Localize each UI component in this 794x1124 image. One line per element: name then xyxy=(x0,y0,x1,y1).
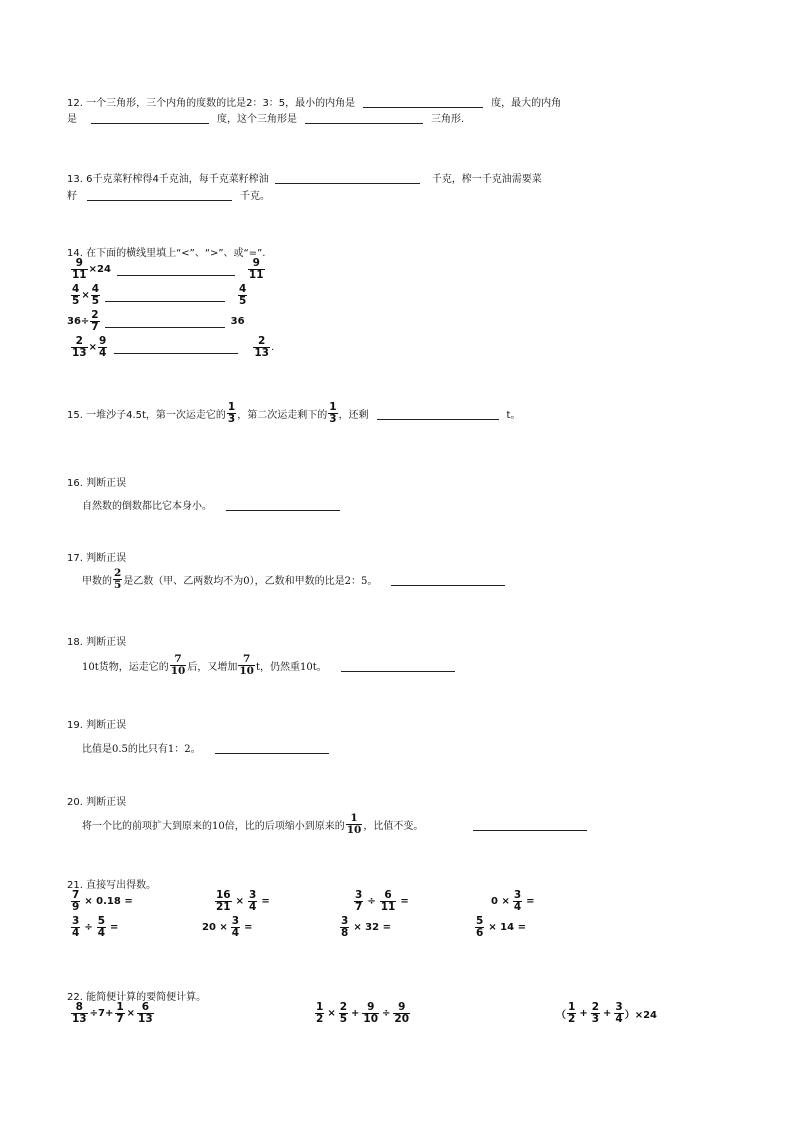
denominator: 8 xyxy=(341,927,349,939)
numerator: 9 xyxy=(398,1001,406,1013)
denominator: 13 xyxy=(72,347,87,359)
fraction xyxy=(380,890,397,913)
fraction xyxy=(248,890,257,913)
numerator: 1 xyxy=(350,812,358,824)
denominator: 4 xyxy=(99,347,107,359)
denominator: 11 xyxy=(72,269,87,281)
q22-expr-2 xyxy=(314,1002,411,1025)
q17-text-b: 是乙数（甲、乙两数均不为0），乙数和甲数的比是2：5。 xyxy=(123,576,378,587)
numerator: 3 xyxy=(513,889,522,901)
fraction xyxy=(339,1002,348,1025)
fraction xyxy=(97,916,106,939)
q13-text-d: 千克。 xyxy=(240,191,270,202)
q18-answer-blank[interactable] xyxy=(341,660,455,672)
fraction xyxy=(115,1002,124,1025)
q19-body xyxy=(82,740,329,755)
numerator: 6 xyxy=(384,889,392,901)
q13-line1 xyxy=(67,170,542,185)
fraction xyxy=(328,402,337,425)
numerator: 3 xyxy=(355,889,363,901)
q21-expr-5 xyxy=(70,916,118,939)
numerator: 2 xyxy=(75,335,83,347)
denominator: 6 xyxy=(476,927,484,939)
denominator: 4 xyxy=(72,927,80,939)
denominator: 10 xyxy=(363,1013,379,1025)
numerator: 1 xyxy=(116,1001,124,1013)
q20-answer-blank[interactable] xyxy=(473,819,587,831)
q18-text-c: t，仍然重10t。 xyxy=(256,662,327,673)
numerator: 5 xyxy=(476,915,484,927)
numerator: 3 xyxy=(249,889,257,901)
q19-answer-blank[interactable] xyxy=(215,742,329,754)
numerator: 4 xyxy=(239,283,247,295)
denominator: 4 xyxy=(249,901,257,913)
fraction xyxy=(71,258,88,281)
numerator: 7 xyxy=(243,653,251,665)
numerator: 1 xyxy=(329,401,337,413)
q12-text-b: 度，最大的内角 xyxy=(491,98,562,109)
denominator: 7 xyxy=(355,901,363,913)
q17-stem-text: 17. 判断正误 xyxy=(67,553,127,564)
q21-expr-3 xyxy=(353,890,409,913)
q15-line xyxy=(67,402,520,425)
q12-blank-3[interactable] xyxy=(305,112,423,124)
denominator: 13 xyxy=(254,347,269,359)
q15-text-c: ，还剩 xyxy=(338,410,369,421)
q20-text-a: 将一个比的前项扩大到原来的10倍，比的后项缩小到原来的 xyxy=(82,821,345,832)
fraction xyxy=(170,654,187,677)
q16-stem xyxy=(67,474,126,489)
numerator: 6 xyxy=(141,1001,150,1013)
expr-tail: = xyxy=(110,922,119,933)
fraction xyxy=(591,1002,600,1025)
q16-answer-blank[interactable] xyxy=(226,499,340,511)
numerator: 16 xyxy=(216,889,231,901)
denominator: 2 xyxy=(316,1013,324,1025)
fraction xyxy=(231,916,240,939)
q16-body xyxy=(82,497,340,512)
q14-row-2 xyxy=(70,284,248,307)
expr-tail: × 0.18 = xyxy=(84,896,133,907)
q15-blank[interactable] xyxy=(377,408,499,420)
q21-expr-4 xyxy=(491,890,535,913)
numerator: 9 xyxy=(99,335,107,347)
numerator: 1 xyxy=(316,1001,324,1013)
q21-stem-text: 21. 直接写出得数。 xyxy=(67,880,157,891)
denominator: 10 xyxy=(346,824,362,836)
numerator: 9 xyxy=(252,257,260,269)
q18-body xyxy=(82,654,455,677)
fraction xyxy=(340,916,349,939)
q20-stem xyxy=(67,793,126,808)
q14-stem-text: 14. 在下面的横线里填上“<”、“>”、或“=”. xyxy=(67,248,266,259)
fraction xyxy=(71,1002,88,1025)
q14-row-4 xyxy=(70,336,274,359)
q16-statement: 自然数的倒数都比它本身小。 xyxy=(82,501,212,512)
denominator: 3 xyxy=(591,1013,600,1025)
denominator: 3 xyxy=(227,413,236,425)
fraction xyxy=(71,916,80,939)
fraction xyxy=(113,568,122,591)
q15-text-a: 15. 一堆沙子4.5t，第一次运走它的 xyxy=(67,410,226,421)
denominator: 5 xyxy=(114,579,122,591)
q21-expr-6 xyxy=(202,916,252,939)
q17-body xyxy=(82,568,505,591)
operand: 36÷ xyxy=(67,316,90,327)
denominator: 21 xyxy=(216,901,231,913)
q17-answer-blank[interactable] xyxy=(391,574,505,586)
denominator: 7 xyxy=(91,321,99,333)
fraction xyxy=(475,916,484,939)
operator: × xyxy=(81,290,90,301)
numerator: 5 xyxy=(97,915,106,927)
operand: 20 × xyxy=(202,922,228,933)
numerator: 3 xyxy=(341,915,349,927)
fraction xyxy=(98,336,107,359)
q13-text-b: 千克，榨一千克油需要菜 xyxy=(431,174,542,185)
q21-expr-7 xyxy=(339,916,391,939)
fraction xyxy=(215,890,232,913)
q14-blank-1[interactable] xyxy=(117,264,235,276)
denominator: 20 xyxy=(394,1013,410,1025)
q12-blank-1[interactable] xyxy=(363,96,483,108)
operator: ÷ xyxy=(367,896,376,907)
q18-stem-text: 18. 判断正误 xyxy=(67,637,127,648)
numerator: 3 xyxy=(615,1001,623,1013)
q22-stem-text: 22. 能简便计算的要简便计算。 xyxy=(67,992,207,1003)
paren-open: （ xyxy=(556,1010,566,1021)
q12-text-a: 12. 一个三角形，三个内角的度数的比是2：3：5，最小的内角是 xyxy=(67,98,356,109)
expr-tail: × 32 = xyxy=(353,922,391,933)
denominator: 7 xyxy=(116,1013,124,1025)
denominator: 5 xyxy=(339,1013,348,1025)
q21-expr-2 xyxy=(214,890,270,913)
q14-row-3 xyxy=(67,310,245,333)
q15-text-b: ，第二次运走剩下的 xyxy=(237,410,328,421)
paren-close-times: ）×24 xyxy=(624,1010,658,1021)
q19-stem-text: 19. 判断正误 xyxy=(67,720,127,731)
operator: × xyxy=(88,342,98,353)
q13-text-a: 13. 6千克菜籽榨得4千克油，每千克菜籽榨油 xyxy=(67,174,269,185)
numerator: 2 xyxy=(257,335,266,347)
fraction xyxy=(362,1002,379,1025)
operator: × xyxy=(235,896,245,907)
denominator: 3 xyxy=(329,413,337,425)
expr-tail: = xyxy=(526,896,535,907)
numerator: 4 xyxy=(91,283,100,295)
numerator: 2 xyxy=(91,309,99,321)
q13-line2 xyxy=(67,187,270,202)
q22-expr-3 xyxy=(556,1002,657,1025)
fraction xyxy=(393,1002,410,1025)
expr-tail: = xyxy=(261,896,270,907)
expr-tail: = xyxy=(400,896,409,907)
denominator: 4 xyxy=(615,1013,623,1025)
fraction xyxy=(91,284,100,307)
q13-blank-2[interactable] xyxy=(87,189,232,201)
operator: × xyxy=(126,1008,136,1019)
denominator: 4 xyxy=(513,901,522,913)
q19-stem xyxy=(67,716,126,731)
denominator: 4 xyxy=(97,927,106,939)
numerator: 4 xyxy=(72,283,80,295)
operator: + xyxy=(579,1008,588,1019)
q18-stem xyxy=(67,633,126,648)
fraction xyxy=(238,654,255,677)
numerator: 7 xyxy=(174,653,182,665)
fraction xyxy=(248,258,265,281)
fraction xyxy=(567,1002,576,1025)
operand: 36 xyxy=(230,316,245,327)
q14-blank-2[interactable] xyxy=(105,290,225,302)
q20-text-b: ，比值不变。 xyxy=(363,821,424,832)
q21-stem xyxy=(67,876,156,891)
denominator: 11 xyxy=(248,269,264,281)
q18-text-b: 后，又增加 xyxy=(187,662,238,673)
numerator: 9 xyxy=(75,257,83,269)
fraction xyxy=(238,284,247,307)
period: . xyxy=(270,342,275,353)
denominator: 4 xyxy=(231,927,240,939)
expr-tail: = xyxy=(244,922,253,933)
fraction xyxy=(71,336,88,359)
operand: 0 × xyxy=(491,896,510,907)
numerator: 3 xyxy=(231,915,240,927)
operator: × xyxy=(327,1008,336,1019)
q12-line2 xyxy=(67,110,464,125)
q19-statement: 比值是0.5的比只有1：2。 xyxy=(82,744,201,755)
q15-text-d: t。 xyxy=(506,410,521,421)
denominator: 5 xyxy=(239,295,247,307)
denominator: 5 xyxy=(91,295,100,307)
fraction xyxy=(253,336,270,359)
numerator: 2 xyxy=(114,567,122,579)
q12-text-d: 度，这个三角形是 xyxy=(217,114,297,125)
operator: ÷ xyxy=(382,1008,391,1019)
denominator: 11 xyxy=(380,901,396,913)
q22-expr-1 xyxy=(70,1002,155,1025)
q14-row-1 xyxy=(70,258,266,281)
numerator: 9 xyxy=(367,1001,375,1013)
fraction xyxy=(614,1002,623,1025)
denominator: 13 xyxy=(138,1013,153,1025)
q22-stem xyxy=(67,988,206,1003)
operator: ×24 xyxy=(88,264,111,275)
q20-stem-text: 20. 判断正误 xyxy=(67,797,127,808)
fraction xyxy=(90,310,99,333)
operator: ÷ xyxy=(84,922,93,933)
q14-blank-4[interactable] xyxy=(114,342,238,354)
fraction xyxy=(315,1002,324,1025)
numerator: 1 xyxy=(227,401,236,413)
numerator: 2 xyxy=(591,1001,600,1013)
q12-text-e: 三角形. xyxy=(431,114,465,125)
numerator: 7 xyxy=(72,889,80,901)
q21-expr-1 xyxy=(70,890,133,913)
operator: ÷7+ xyxy=(89,1008,114,1019)
q17-text-a: 甲数的 xyxy=(82,576,112,587)
denominator: 9 xyxy=(72,901,80,913)
q13-text-c: 籽 xyxy=(67,191,77,202)
q13-blank-1[interactable] xyxy=(275,172,420,184)
numerator: 3 xyxy=(72,915,80,927)
q18-text-a: 10t货物，运走它的 xyxy=(82,662,169,673)
fraction xyxy=(71,284,80,307)
denominator: 5 xyxy=(72,295,80,307)
q20-body xyxy=(82,813,587,836)
operator: + xyxy=(603,1008,612,1019)
expr-tail: × 14 = xyxy=(488,922,526,933)
numerator: 2 xyxy=(339,1001,348,1013)
fraction xyxy=(71,890,80,913)
numerator: 1 xyxy=(568,1001,576,1013)
q12-text-c: 是 xyxy=(67,114,77,125)
denominator: 10 xyxy=(170,665,186,677)
operator: + xyxy=(351,1008,360,1019)
fraction xyxy=(513,890,522,913)
fraction xyxy=(227,402,236,425)
q12-blank-2[interactable] xyxy=(91,112,209,124)
numerator: 8 xyxy=(75,1001,83,1013)
q14-blank-3[interactable] xyxy=(105,316,225,328)
q12-line1 xyxy=(67,94,561,109)
fraction xyxy=(354,890,363,913)
q17-stem xyxy=(67,549,126,564)
denominator: 2 xyxy=(568,1013,576,1025)
q16-stem-text: 16. 判断正误 xyxy=(67,478,127,489)
fraction xyxy=(346,813,363,836)
denominator: 10 xyxy=(239,665,254,677)
q14-stem xyxy=(67,244,265,259)
q21-expr-8 xyxy=(474,916,526,939)
fraction xyxy=(137,1002,154,1025)
denominator: 13 xyxy=(72,1013,87,1025)
